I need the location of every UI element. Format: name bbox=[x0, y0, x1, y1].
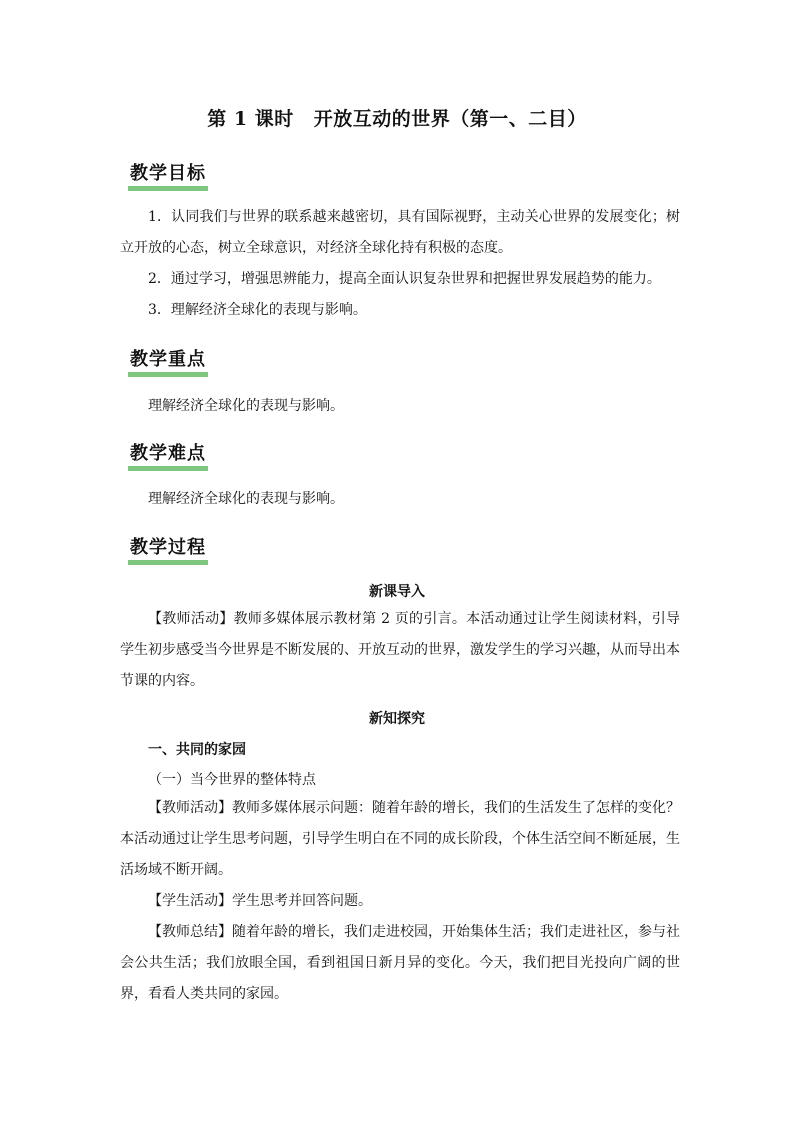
objectives-heading: 教学目标 bbox=[128, 163, 208, 185]
keypoints-text: 理解经济全球化的表现与影响。 bbox=[148, 398, 344, 414]
lesson-name: 开放互动的世界（第一、二目） bbox=[313, 108, 587, 130]
objective-item-1: 1．认同我们与世界的联系越来越密切，具有国际视野，主动关心世界的发展变化；树立开放的心态，树立全球意识，对经济全球化持有积极的态度。 bbox=[120, 209, 680, 256]
student-activity-paragraph: 【学生活动】学生思考并回答问题。 bbox=[148, 893, 372, 909]
heading-highlight bbox=[128, 372, 208, 377]
lesson-title bbox=[0, 104, 794, 131]
section-heading: 一、共同的家园 bbox=[148, 742, 246, 758]
difficulties-text: 理解经济全球化的表现与影响。 bbox=[148, 491, 344, 507]
heading-highlight bbox=[128, 466, 208, 471]
keypoints-heading: 教学重点 bbox=[128, 349, 208, 371]
subsection-heading: （一）当今世界的整体特点 bbox=[148, 772, 316, 788]
process-heading: 教学过程 bbox=[128, 537, 208, 559]
difficulties-heading: 教学难点 bbox=[128, 443, 208, 465]
objective-item-3: 3．理解经济全球化的表现与影响。 bbox=[148, 302, 367, 318]
objective-item-2: 2．通过学习，增强思辨能力，提高全面认识复杂世界和把握世界发展趋势的能力。 bbox=[148, 271, 661, 287]
lesson-number: 第 1 课时 bbox=[207, 108, 294, 130]
teacher-activity-paragraph: 【教师活动】教师多媒体展示问题：随着年龄的增长，我们的生活发生了怎样的变化？本活动通过让学生思考问题，引导学生明白在不同的成长阶段，个体生活空间不断延展，生活场域不断开阔。 bbox=[120, 800, 680, 878]
intro-title: 新课导入 bbox=[369, 584, 425, 600]
explore-title: 新知探究 bbox=[369, 711, 425, 727]
heading-highlight bbox=[128, 186, 208, 191]
intro-paragraph: 【教师活动】教师多媒体展示教材第 2 页的引言。本活动通过让学生阅读材料，引导学生初步感受当今世界是不断发展的、开放互动的世界，激发学生的学习兴趣，从而导出本节课的内容。 bbox=[120, 611, 680, 689]
teacher-summary-paragraph: 【教师总结】随着年龄的增长，我们走进校园，开始集体生活；我们走进社区，参与社会公共生活；我们放眼全国，看到祖国日新月异的变化。今天，我们把目光投向广阔的世界，看看人类共同的家园。 bbox=[120, 924, 680, 1002]
heading-highlight bbox=[128, 560, 208, 565]
